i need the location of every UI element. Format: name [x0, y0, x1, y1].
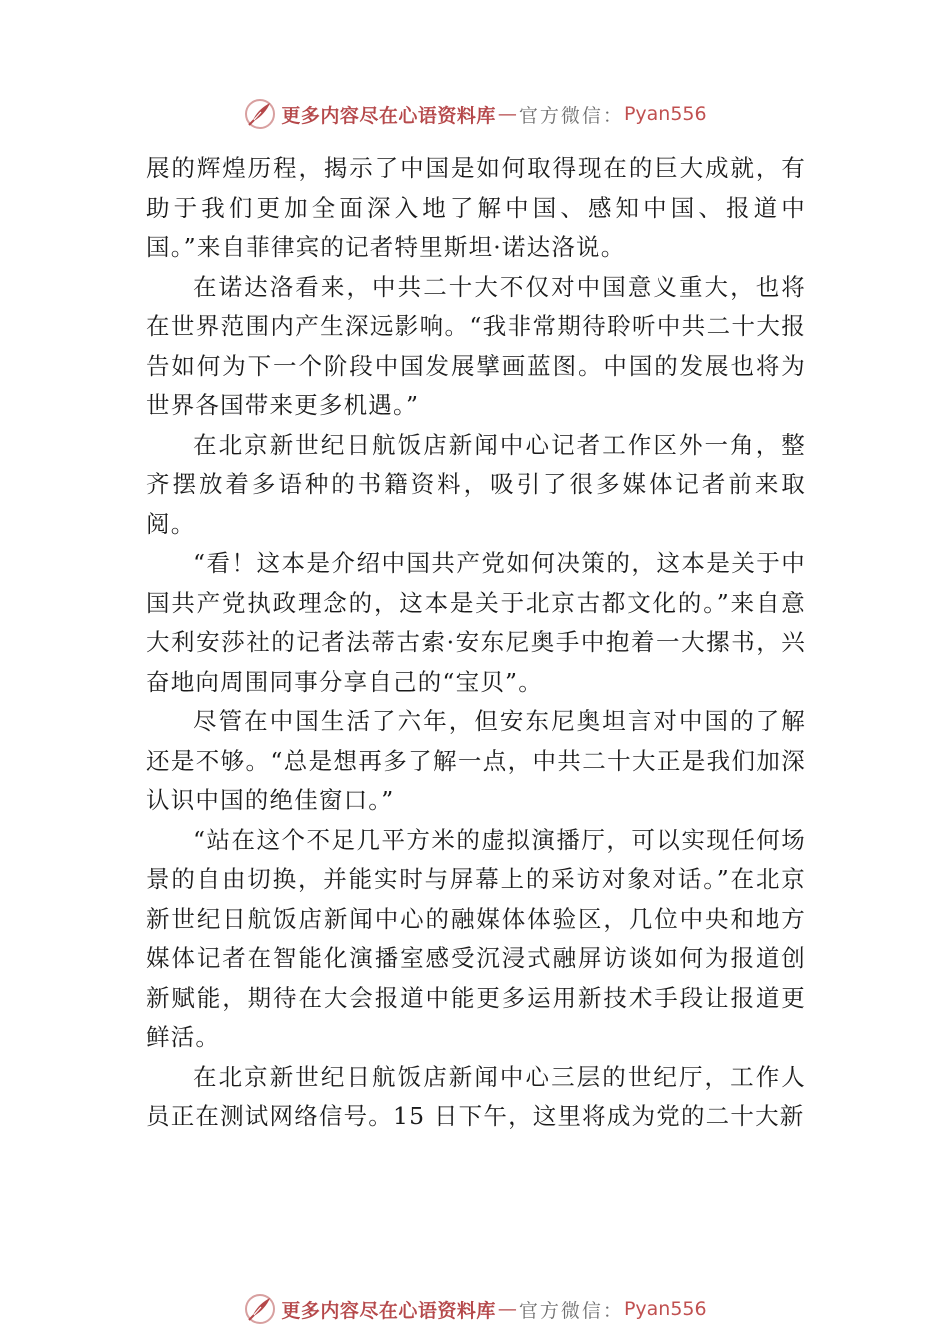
header-banner [0, 94, 950, 134]
paragraph: “站在这个不足几平方米的虚拟演播厅，可以实现任何场景的自由切换，并能实时与屏幕上的采访对象对话。”在北京新世纪日航饭店新闻中心的融媒体体验区，几位中央和地方媒体记者在智能化演播室感受沉浸式融屏访谈如何为报道创新赋能，期待在大会报道中能更多运用新技术手段让报道更鲜活。 [146, 825, 806, 1051]
banner-separator: — [497, 1298, 517, 1320]
banner-wechat-label: 官方微信： [518, 1299, 624, 1322]
banner-wechat-id: Pyan556 [623, 103, 707, 125]
banner-wechat-label: 官方微信： [518, 104, 624, 127]
paragraph: “看！这本是介绍中国共产党如何决策的，这本是关于中国共产党执政理念的，这本是关于北京古都文化的。”来自意大利安莎社的记者法蒂古索·安东尼奥手中抱着一大摞书，兴奋地向周围同事分享自己的“宝贝”。 [146, 549, 806, 696]
article-body [146, 149, 806, 1137]
paragraph: 在北京新世纪日航饭店新闻中心三层的世纪厅，工作人员正在测试网络信号。15 日下午，这里将成为党的二十大新 [146, 1062, 806, 1130]
paragraph: 尽管在中国生活了六年，但安东尼奥坦言对中国的了解还是不够。“总是想再多了解一点，中共二十大正是我们加深认识中国的绝佳窗口。” [146, 707, 806, 814]
paragraph: 在北京新世纪日航饭店新闻中心记者工作区外一角，整齐摆放着多语种的书籍资料，吸引了很多媒体记者前来取阅。 [146, 430, 806, 538]
feather-pen-logo-icon [243, 97, 277, 131]
banner-wechat-id: Pyan556 [623, 1298, 707, 1320]
paragraph: 在诺达洛看来，中共二十大不仅对中国意义重大，也将在世界范围内产生深远影响。“我非常期待聆听中共二十大报告如何为下一个阶段中国发展擘画蓝图。中国的发展也将为世界各国带来更多机遇。” [146, 272, 806, 419]
banner-separator: — [497, 103, 517, 125]
banner-title: 更多内容尽在心语资料库 [281, 1299, 496, 1322]
paragraph-continuation: 展的辉煌历程，揭示了中国是如何取得现在的巨大成就，有助于我们更加全面深入地了解中国、感知中国、报道中国。”来自菲律宾的记者特里斯坦·诺达洛说。 [146, 154, 806, 261]
feather-pen-logo-icon [243, 1292, 277, 1326]
banner-title: 更多内容尽在心语资料库 [281, 104, 496, 127]
footer-banner [0, 1289, 950, 1329]
